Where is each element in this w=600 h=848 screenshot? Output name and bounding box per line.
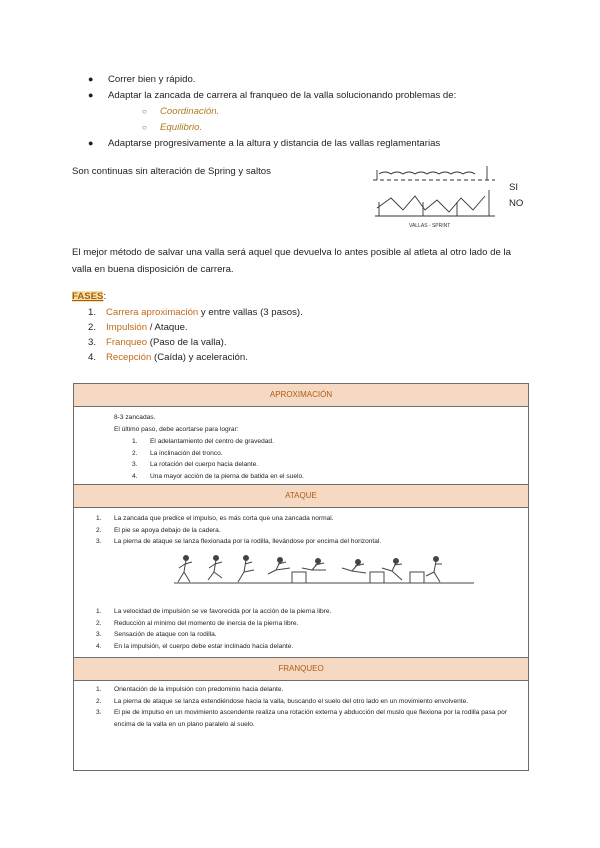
sub-list-item: ○ Coordinación. [88,104,456,120]
list-item: 4. Una mayor acción de la pierna de batida en el suelo. [132,472,304,480]
fases-title: FASES [72,291,104,302]
phase-list [88,305,303,365]
list-item: ● Adaptarse progresivamente a la altura y distancia de las vallas reglamentarias [88,138,441,149]
list-item: 3. La rotación del cuerpo hacia delante. [132,461,259,469]
list-item: 2. Impulsión / Ataque. [88,322,188,333]
list-item: ● Correr bien y rápido. [88,74,196,85]
list-item: 1. Carrera aproximación y entre vallas (3 pasos). [88,307,303,318]
bullet-icon: ● [88,138,94,148]
label-no: NO [509,198,524,209]
list-item: 1. La zancada que predice el impulso, es más corta que una zancada normal. [96,515,334,522]
aprox-list [132,436,304,482]
aprox-line2: El último paso, debe acortarse para lograr: [114,426,239,433]
list-item: ● Adaptar la zancada de carrera al franqueo de la valla solucionando problemas de: [88,90,457,101]
bullet-icon: ● [88,74,94,84]
hurdle-rhythm-diagram [365,160,505,230]
list-item: 2. El pie se apoya debajo de la cadera. [96,526,221,534]
aprox-line1: 8-3 zancadas. [114,414,156,421]
list-item: 1. El adelantamiento del centro de gravedad. [132,438,274,445]
phases-table [73,383,529,771]
list-item: 3. Sensación de ataque con la rodilla. [96,631,217,639]
list-item: 2. Reducción al mínimo del momento de inercia de la pierna libre. [96,619,299,627]
list-item: 1. Orientación de la impulsión con predominio hacia delante. [96,686,284,693]
list-item: 3. Franqueo (Paso de la valla). [88,337,227,348]
list-item: 2. La inclinación del tronco. [132,449,223,457]
hurdler-sequence-illustration [174,552,474,586]
list-item: 3. La pierna de ataque se lanza flexionada por la rodilla, llevándose por encima del horizontal. [96,538,382,546]
circle-bullet-icon: ○ [142,107,147,116]
ataque-list-b [96,606,516,652]
lead-text: Son continuas sin alteración de Spring y saltos [72,166,271,177]
ataque-list-a [96,513,516,548]
list-item: 1. La velocidad de impulsión se ve favorecida por la acción de la pierna libre. [96,608,332,615]
header-ataque: ATAQUE [74,484,528,508]
body-paragraph: El mejor método de salvar una valla será aquel que devuelva lo antes posible al atleta al otro lado de la valla en buena disposición de carrera. [72,247,511,275]
list-item: 2. La pierna de ataque se lanza extendiéndose hacia la valla, buscando el suelo del otro lado en un movimiento envolvente. [96,697,469,705]
header-aproximacion: APROXIMACIÓN [74,384,528,407]
list-item: 4. Recepción (Caída) y aceleración. [88,352,248,363]
franqueo-list [96,684,516,730]
bullet-icon: ● [88,90,94,100]
list-item: 3. El pie de impulso en un movimiento ascendente realiza una rotación externa y abducción del muslo que flexiona por la rodilla pasa por encima de la valla en un plano paralelo al suelo. [96,709,507,728]
circle-bullet-icon: ○ [142,123,147,132]
fases-heading: FASES: [72,291,107,302]
header-franqueo: FRANQUEO [74,657,528,681]
sub-list-item: ○ Equilibrio. [88,120,456,136]
diagram-caption: VALLAS - SPRINT [409,223,451,229]
list-item: 4. En la impulsión, el cuerpo debe estar inclinado hacia delante. [96,642,294,650]
intro-bullet-list [88,72,456,152]
label-si: SI [509,182,519,193]
